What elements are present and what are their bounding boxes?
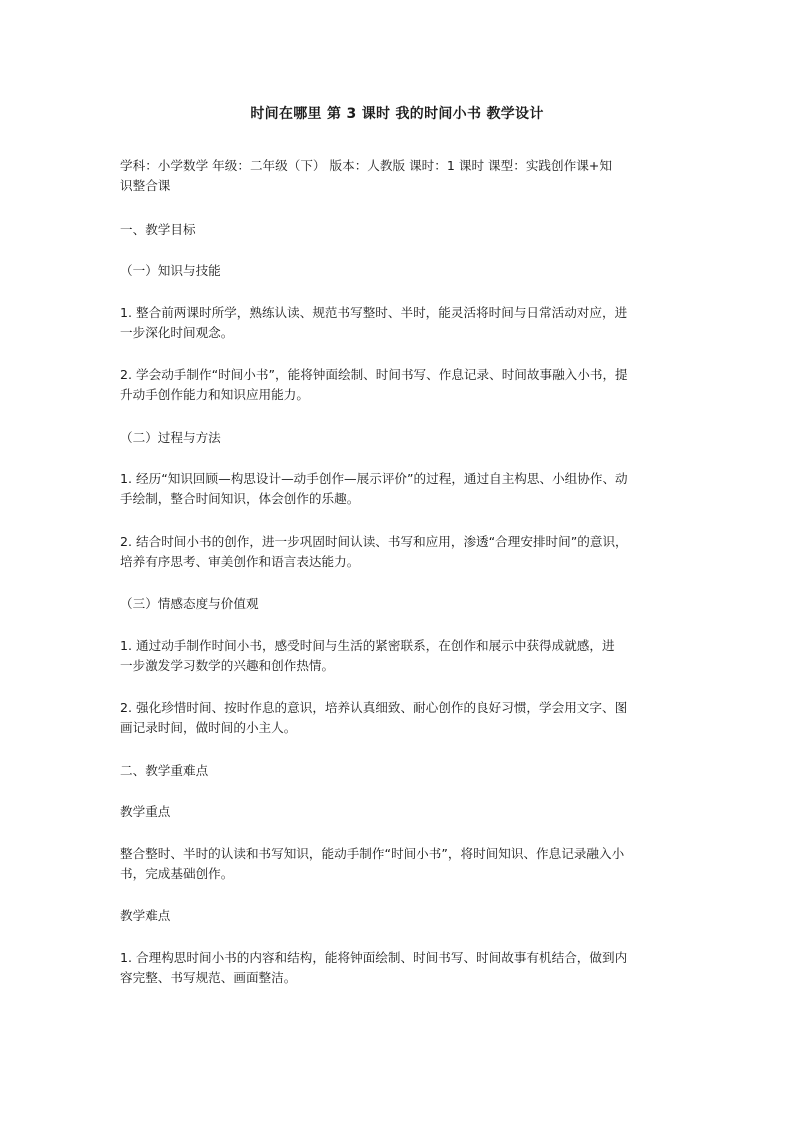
list-item-line: 2. 结合时间小书的创作，进一步巩固时间认读、书写和应用，渗透“合理安排时间”的意识， (120, 534, 628, 549)
meta-info (120, 156, 678, 196)
subsection-heading: 教学难点 (120, 908, 171, 923)
meta-line: 识整合课 (120, 178, 171, 193)
list-item (120, 948, 678, 988)
list-item-line: 升动手创作能力和知识应用能力。 (120, 387, 309, 402)
list-item-line: 1. 经历“知识回顾—构思设计—动手创作—展示评价”的过程，通过自主构思、小组协作、动 (120, 471, 628, 486)
list-item-line: 手绘制，整合时间知识，体会创作的乐趣。 (120, 491, 360, 506)
list-item-line: 2. 强化珍惜时间、按时作息的意识，培养认真细致、耐心创作的良好习惯，学会用文字、图 (120, 700, 628, 715)
list-item-line: 培养有序思考、审美创作和语言表达能力。 (120, 554, 360, 569)
subsection-heading: （一）知识与技能 (120, 263, 221, 278)
list-item (120, 303, 678, 343)
paragraph-line: 书，完成基础创作。 (120, 866, 234, 881)
list-item-line: 容完整、书写规范、画面整洁。 (120, 970, 297, 985)
subsection-heading: （三）情感态度与价值观 (120, 596, 259, 611)
list-item (120, 636, 678, 676)
list-item (120, 365, 678, 405)
list-item-line: 画记录时间，做时间的小主人。 (120, 720, 297, 735)
list-item-line: 1. 通过动手制作时间小书，感受时间与生活的紧密联系，在创作和展示中获得成就感，进 (120, 638, 615, 653)
list-item (120, 469, 678, 509)
subsection-heading: 教学重点 (120, 804, 171, 819)
paragraph-line: 整合整时、半时的认读和书写知识，能动手制作“时间小书”，将时间知识、作息记录融入小 (120, 846, 625, 861)
document-title: 时间在哪里 第 3 课时 我的时间小书 教学设计 (250, 106, 544, 122)
subsection-heading: （二）过程与方法 (120, 430, 221, 445)
list-item (120, 532, 678, 572)
list-item-line: 1. 合理构思时间小书的内容和结构，能将钟面绘制、时间书写、时间故事有机结合，做到内 (120, 950, 628, 965)
list-item-line: 一步激发学习数学的兴趣和创作热情。 (120, 658, 335, 673)
paragraph (120, 844, 678, 884)
section-heading: 二、教学重难点 (120, 763, 209, 778)
list-item-line: 一步深化时间观念。 (120, 325, 234, 340)
list-item (120, 698, 678, 738)
section-heading: 一、教学目标 (120, 222, 196, 237)
meta-line: 学科：小学数学 年级：二年级（下） 版本：人教版 课时：1 课时 课型：实践创作课+知 (120, 158, 612, 173)
list-item-line: 1. 整合前两课时所学，熟练认读、规范书写整时、半时，能灵活将时间与日常活动对应，进 (120, 305, 628, 320)
list-item-line: 2. 学会动手制作“时间小书”，能将钟面绘制、时间书写、作息记录、时间故事融入小书，提 (120, 367, 628, 382)
